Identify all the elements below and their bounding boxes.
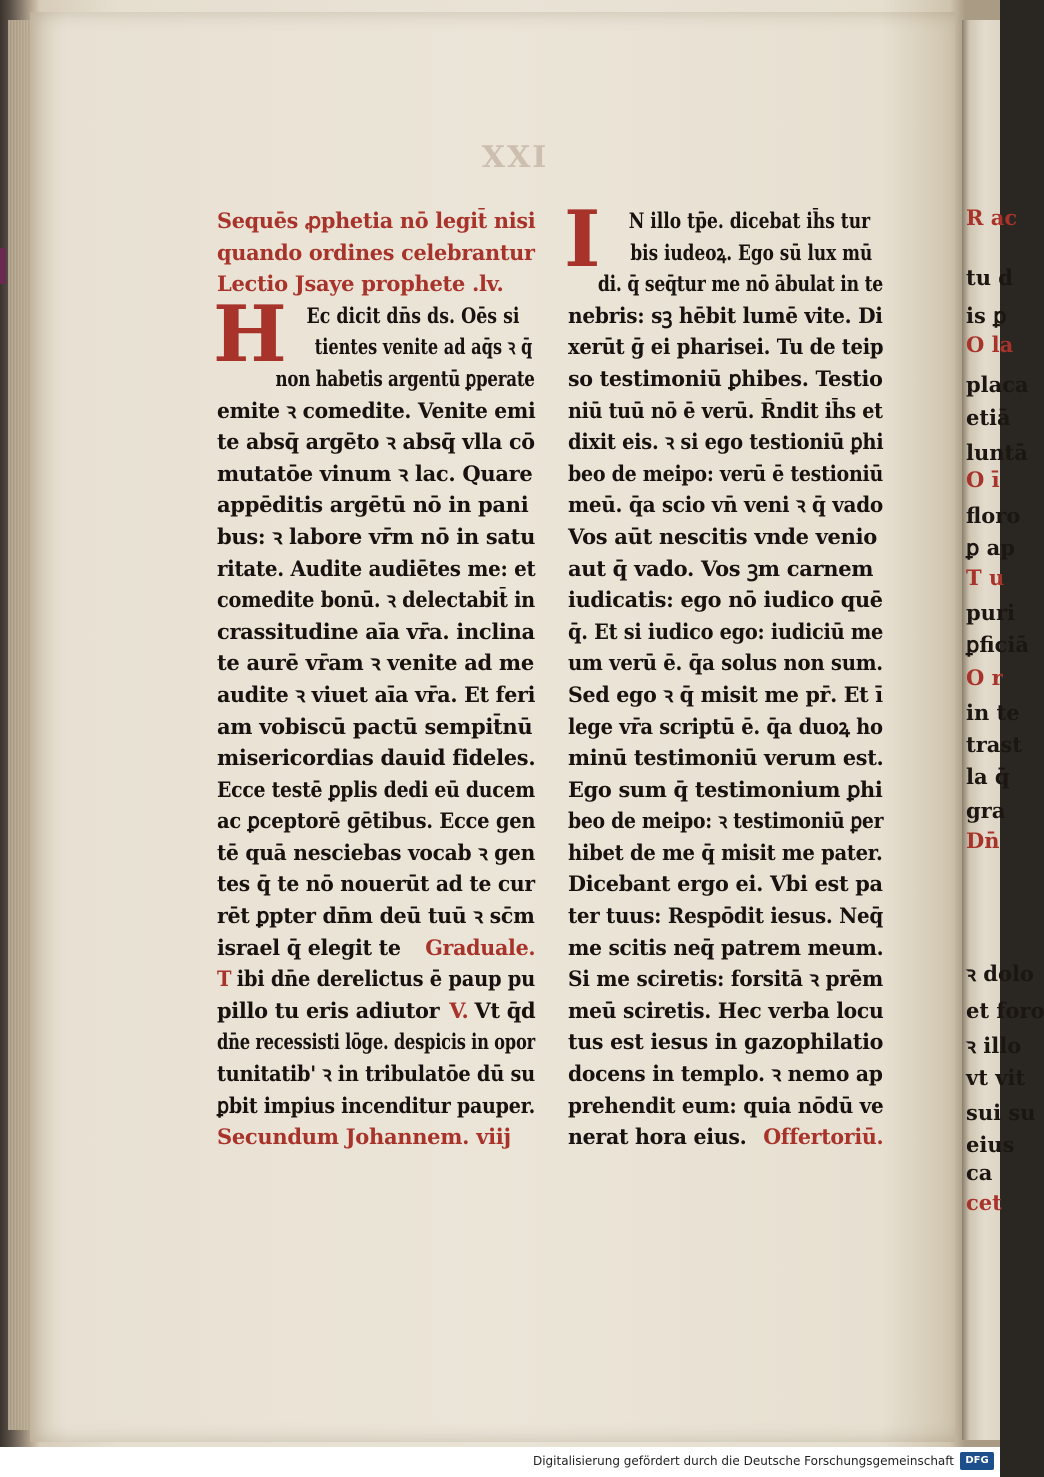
text-line: dixit eis. ꝛ si ego testioniū ꝑhi [568, 429, 884, 455]
text-line: q̄. Et si iudico ego: iudiciū me [568, 618, 884, 644]
text-line: bis iudeoꝝ. Ego sū lux mū [630, 239, 873, 265]
text-line: non habetis argentū ꝑperate [275, 365, 535, 391]
text-line: prehendit eum: quia nōdū ve [568, 1092, 884, 1118]
facing-page-fragment: eius [966, 1132, 1015, 1157]
facing-page-fragment: ꝑ ap [966, 535, 1015, 560]
folio-number: XXI [481, 140, 549, 175]
funding-credit: Digitalisierung gefördert durch die Deutsche Forschungsgemeinschaft [532, 1454, 954, 1468]
text-line: meū sciretis. Hec verba locu [568, 997, 884, 1023]
text-line: tes q̄ te nō nouerūt ad te cur [217, 871, 535, 897]
facing-page-fragment: R ac [966, 205, 1018, 230]
text-line: Sed ego ꝛ q̄ misit me pr̄. Et ī [568, 681, 883, 707]
text-line: Vos aūt nescitis vnde venio [568, 523, 877, 549]
text-line: nebris: sꝫ hēbit lumē vite. Di [568, 302, 883, 328]
text-line: appēditis argētū nō in pani [217, 492, 529, 518]
facing-page-fragment: ꝛ dolo [966, 961, 1034, 986]
dfg-logo: DFG [960, 1452, 994, 1470]
facing-page-fragment: vt vit [966, 1065, 1026, 1090]
text-line: tē quā nesciebas vocab ꝛ gen [217, 839, 536, 865]
facing-page-fragment: floro [966, 503, 1021, 528]
versicle-mark: V. [449, 997, 469, 1023]
text-line: bus: ꝛ labore vr̄m nō in satu [217, 523, 536, 549]
text-line: aut q̄ vado. Vos ꝫm carnem [568, 555, 874, 581]
text-line: Dicebant ergo ei. Vbi est pa [568, 871, 883, 897]
versicle-text: Vt q̄d [474, 997, 536, 1023]
text-line: um verū ē. q̄a solus non sum. [568, 650, 883, 676]
closing-rubric: Secundum Johannem. viij [217, 1124, 511, 1150]
text-line: Ec dicit dn̄s ds. Oēs si [306, 302, 520, 328]
gradual-text-line: dn̄e recessisti lōge. despicis in opor [217, 1029, 535, 1055]
gradual-initial: T [217, 966, 232, 992]
facing-page-fragment: et foro [966, 998, 1044, 1023]
facing-page-edge [962, 20, 1044, 1440]
facing-page-fragment: ꝛ illo [966, 1033, 1022, 1058]
drop-cap-initial: I [564, 194, 601, 285]
text-line: am vobiscū pactū sempit̄nū [217, 713, 533, 739]
facing-page-fragment: tu d [966, 265, 1013, 290]
text-line: meū. q̄a scio vn̄ veni ꝛ q̄ vado [568, 492, 883, 518]
text-line: ter tuus: Respōdit iesus. Neq̄ [568, 903, 883, 929]
text-line: iudicatis: ego nō iudico quē [568, 587, 883, 613]
facing-page-fragment: cet [966, 1190, 1002, 1215]
facing-page-fragment: Dn̄ [966, 828, 1000, 853]
facing-page-fragment: gra [966, 798, 1006, 823]
gradual-text: ibi dn̄e derelictus ē paup pu [236, 966, 535, 992]
digitization-footer [0, 1447, 1000, 1477]
right-column [564, 194, 884, 1153]
text-line: Si me sciretis: forsitā ꝛ prēm [568, 966, 884, 992]
gradual-line [217, 932, 535, 964]
text-line: te absq̄ argēto ꝛ absq̄ vlla cō [217, 429, 535, 455]
text-line: xerūt ḡ ei pharisei. Tu de teip [568, 334, 884, 360]
gradual-label: Graduale. [425, 934, 536, 960]
offertory-label: Offertoriū. [763, 1124, 884, 1150]
text-line: minū testimoniū verum est. [568, 745, 884, 771]
gradual-text-line: tunitatib' ꝛ in tribulatōe dū su [217, 1061, 535, 1087]
facing-page-fragment: etiā [966, 405, 1011, 430]
text-line: niū tuū nō ē verū. R̄ndit ih̄s et [568, 397, 883, 423]
facing-page-fragment: O la [966, 332, 1014, 357]
text-line: comedite bonū. ꝛ delectabit̄ in [217, 587, 535, 613]
text-line: docens in templo. ꝛ nemo ap [568, 1061, 883, 1087]
text-line: te aurē vr̄am ꝛ venite ad me [217, 650, 534, 676]
facing-page-fragment: O r [966, 665, 1003, 690]
text-line: di. q̄ seq̄tur me nō ābulat in te [597, 271, 883, 297]
facing-page-fragment: trast [966, 732, 1022, 757]
offertory-line [568, 1121, 883, 1153]
text-line: mutatōe vinum ꝛ lac. Quare [217, 460, 533, 486]
text-line: Ecce testē ꝑplis dedi eū ducem [217, 776, 535, 802]
rubric-line: quando ordines celebrantur [217, 239, 535, 265]
gradual-line-text: israel q̄ elegit te [217, 934, 401, 960]
text-line: lege vr̄a scriptū ē. q̄a duoꝝ ho [568, 713, 883, 739]
facing-page-fragment: sui su [966, 1100, 1036, 1125]
facing-page-fragment: ꝑficiā [966, 632, 1029, 657]
text-line: rēt ꝑpter dn̄m deū tuū ꝛ sc̄m [217, 903, 535, 929]
left-column [213, 205, 536, 1153]
text-line: tus est iesus in gazophilatio [568, 1029, 884, 1055]
rubric-line: Lectio Jsaye prophete .lv. [217, 271, 504, 297]
drop-cap-initial: H [213, 288, 287, 380]
text-line: misericordias dauid fideles. [217, 745, 536, 771]
text-line: tientes venite ad aq̄s ꝛ q̄ [314, 334, 533, 360]
offertory-line-text: nerat hora eius. [568, 1124, 747, 1150]
facing-page-fragment: la q̄ [966, 764, 1010, 789]
gradual-text-line: ꝑbit impius incenditur pauper. [217, 1092, 535, 1118]
text-line: ac ꝑceptorē gētibus. Ecce gen [217, 808, 536, 834]
facing-page-fragment: placa [966, 372, 1029, 397]
text-line: audite ꝛ viuet aīa vr̄a. Et feri [217, 681, 536, 707]
gradual-text: pillo tu eris adiutor [217, 997, 440, 1023]
rubric-line: Sequēs ꝓphetia nō legit̄ nisi [217, 208, 536, 233]
gradual-text-line [217, 963, 535, 995]
text-line: N illo tp̄e. dicebat ih̄s tur [628, 208, 871, 233]
text-line: ritate. Audite audiētes me: et [217, 555, 536, 581]
text-line: beo de meipo: ꝛ testimoniū ꝑer [568, 808, 884, 834]
page-edges [8, 20, 30, 1430]
text-line: crassitudine aīa vr̄a. inclina [217, 618, 535, 644]
facing-page-fragment: O ī [966, 467, 1000, 492]
facing-page-fragment: ca [966, 1160, 993, 1185]
text-line: so testimoniū ꝑhibes. Testio [568, 365, 883, 391]
facing-page-fragment: puri [966, 600, 1015, 625]
text-line: me scitis neq̄ patrem meum. [568, 934, 884, 960]
text-line: hibet de me q̄ misit me pater. [568, 839, 883, 865]
text-line: Ego sum q̄ testimonium ꝑhi [568, 776, 883, 802]
gradual-text-line [217, 995, 535, 1027]
facing-page-fragment: is ꝑ [966, 303, 1007, 328]
facing-page-fragment: luntā [966, 440, 1028, 465]
facing-page-fragment: in te [966, 700, 1020, 725]
text-line: emite ꝛ comedite. Venite emi [217, 397, 536, 423]
facing-page-fragment: T u [966, 565, 1005, 590]
text-line: beo de meipo: verū ē testioniū [568, 460, 883, 486]
binding-color-strip [0, 248, 6, 284]
